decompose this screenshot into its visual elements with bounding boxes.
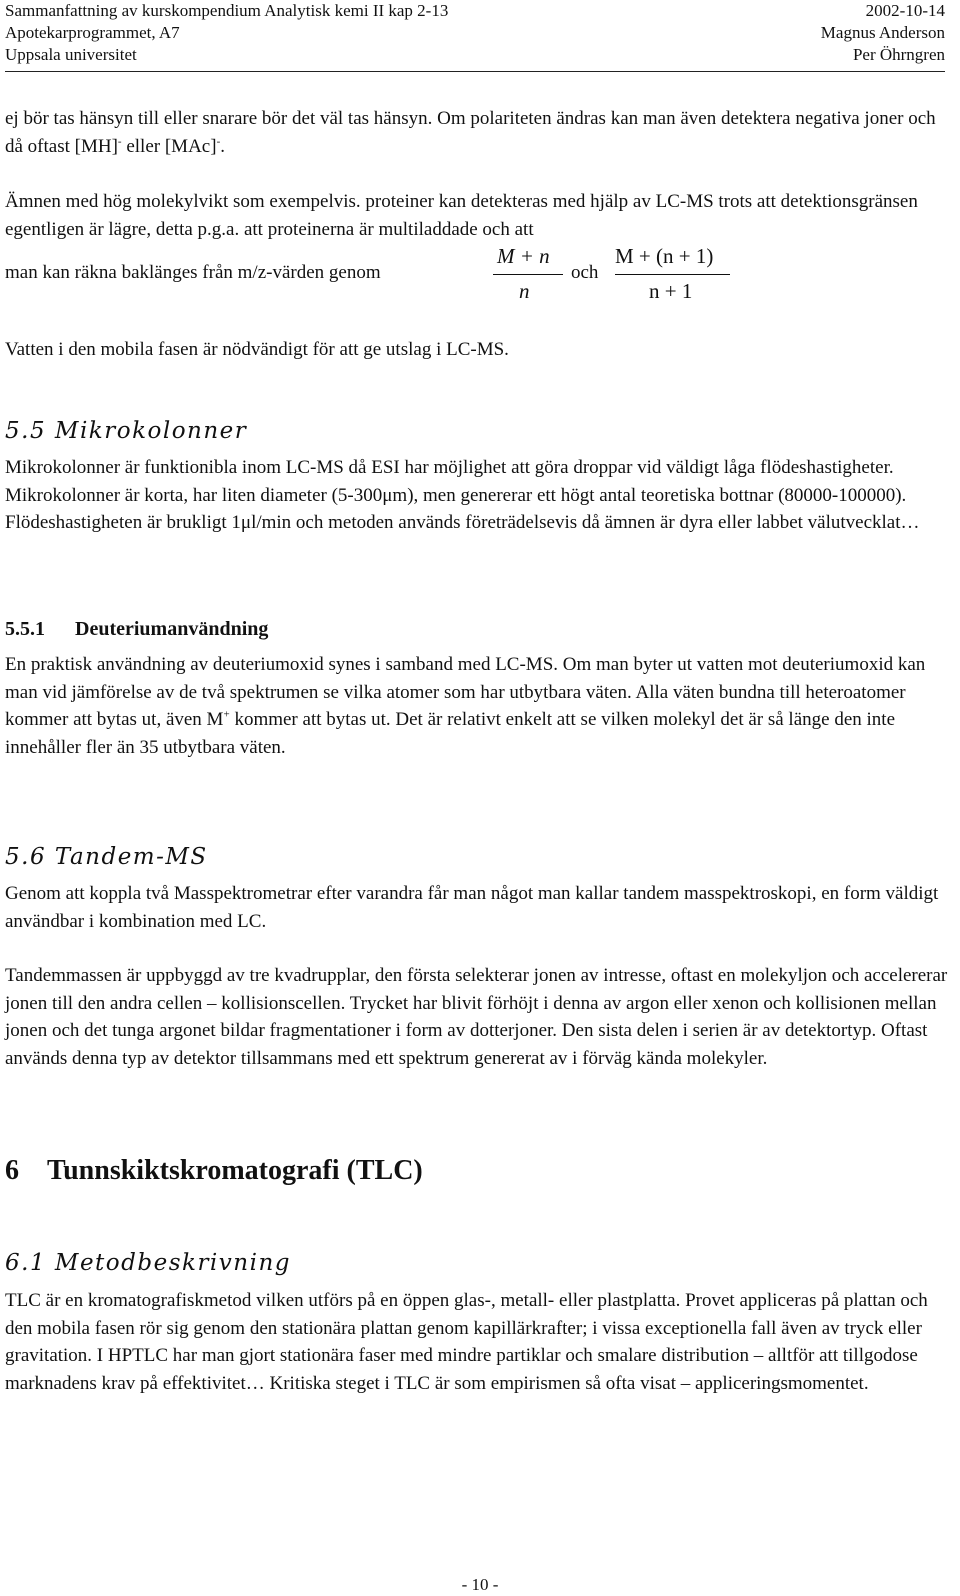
fraction-2-bar: [615, 274, 730, 275]
formula-och: och: [571, 262, 599, 283]
page-header: [5, 0, 945, 70]
superscript: +: [223, 708, 230, 721]
superscript: -: [216, 135, 221, 148]
chapter-title: Tunnskiktskromatografi (TLC): [47, 1155, 423, 1186]
formula-lead-text: man kan räkna baklänges från m/z-värden genom: [5, 262, 381, 283]
paragraph-text: Ämnen med hög molekylvikt som exempelvis. proteiner kan detekteras med hjälp av LC-MS trots att detektionsgränsen egentligen är lägre, detta p.g.a. att proteinerna är multiladdade och att: [5, 191, 918, 240]
course-title: Sammanfattning av kurskompendium Analytisk kemi II kap 2-13: [5, 1, 449, 20]
paragraph-proteins: [5, 188, 950, 243]
heading-5-5: 5.5 Mikrokolonner: [5, 418, 248, 444]
paragraph-text: En praktisk användning av deuteriumoxid synes i samband med LC-MS. Om man byter ut vatten mot deuteriumoxid kan man vid jämförelse av de två spektrumen se vilka atomer som har utbytbara väten. Alla väten bundna till heteroatomer kommer att bytas ut, även M: [5, 654, 926, 730]
fraction-1-bar: [493, 274, 563, 275]
paragraph-text: kommer att bytas ut. Det är relativt enkelt att se vilken molekyl det är så länge den inte innehåller fler än 35 utbytbara väten.: [5, 709, 896, 758]
paragraph-water: [5, 336, 950, 364]
fraction-1: [493, 244, 563, 314]
heading-5-5-1: [5, 616, 268, 642]
header-date: 2002-10-14: [865, 1, 945, 20]
program-name: Apotekarprogrammet, A7: [5, 23, 180, 42]
paragraph-polarity: [5, 105, 950, 160]
chapter-number: 6: [5, 1155, 19, 1186]
paragraph-tandem-detail: [5, 962, 950, 1072]
paragraph-tlc: [5, 1287, 950, 1397]
paragraph-text: Mikrokolonner är funktionibla inom LC-MS då ESI har möjlighet att göra droppar vid väldigt låga flödeshastigheter. Mikrokolonner är korta, har liten diameter (5-300μm), men genererar ett högt antal teoretiska bottnar (80000-100000). Flödeshastigheten är brukligt 1μl/min och metoden används företrädelsevis då ämnen är dyra eller labbet välutvecklat…: [5, 457, 920, 533]
paragraph-text: Tandemmassen är uppbyggd av tre kvadrupplar, den första selekterar jonen av intresse, oftast en molekyljon och accelererar jonen till den andra cellen – kollisionscellen. Trycket har blivit förhöjt i denna av argon eller xenon och kollisionen mellan jonen och det tunga argonet bildar fragmentationer i form av dotterjoner. Den sista delen i serien är av detektortyp. Oftast används denna typ av detektor tillsammans med ett spektrum genererat av i förväg kända molekyler.: [5, 965, 948, 1069]
fraction-1-denominator: n: [519, 279, 530, 303]
chapter-6-heading: [5, 1153, 423, 1189]
paragraph-text: ej bör tas hänsyn till eller snarare bör det väl tas hänsyn. Om polariteten ändras kan man även detektera negativa joner och då oftast [MH]: [5, 108, 936, 157]
paragraph-text: Vatten i den mobila fasen är nödvändigt för att ge utslag i LC-MS.: [5, 339, 509, 360]
paragraph-text: TLC är en kromatografiskmetod vilken utförs på en öppen glas-, metall- eller plastplatta. Provet appliceras på plattan och den mobila fasen rör sig genom den stationära plattan genom kapillärkrafter; i vissa exceptionella fall även av tryck eller gravitation. I HPTLC har man gjort stationära faser med mindre partiklar och smalare distribution – alltför att tillgodose marknadens krav på effektivitet… Kritiska steget i TLC är som empirismen så ofta visat – appliceringsmomentet.: [5, 1290, 928, 1394]
superscript: -: [117, 135, 122, 148]
fraction-2: [615, 244, 730, 314]
fraction-2-numerator: M + (n + 1): [615, 244, 714, 268]
university-name: Uppsala universitet: [5, 45, 137, 64]
paragraph-text: Genom att koppla två Masspektrometrar efter varandra får man något man kallar tandem masspektroskopi, en form väldigt användbar i kombination med LC.: [5, 883, 939, 932]
heading-title: Deuteriumanvändning: [75, 618, 269, 640]
heading-5-6: 5.6 Tandem-MS: [5, 844, 208, 870]
header-divider: [5, 71, 945, 72]
heading-6-1: 6.1 Metodbeskrivning: [5, 1250, 291, 1276]
page-number: - 10 -: [461, 1575, 499, 1594]
author-2: Per Öhrngren: [852, 45, 945, 64]
fraction-1-numerator: M + n: [497, 244, 550, 268]
paragraph-microcolumns: [5, 454, 950, 537]
paragraph-text: .: [220, 135, 225, 157]
author-1: Magnus Anderson: [820, 23, 945, 42]
paragraph-deuterium: [5, 651, 950, 761]
paragraph-text: eller [MAc]: [121, 135, 217, 157]
heading-number: 5.5.1: [5, 618, 45, 640]
paragraph-tandem-intro: [5, 880, 950, 935]
fraction-2-denominator: n + 1: [649, 279, 693, 303]
formula-line: [5, 244, 950, 314]
